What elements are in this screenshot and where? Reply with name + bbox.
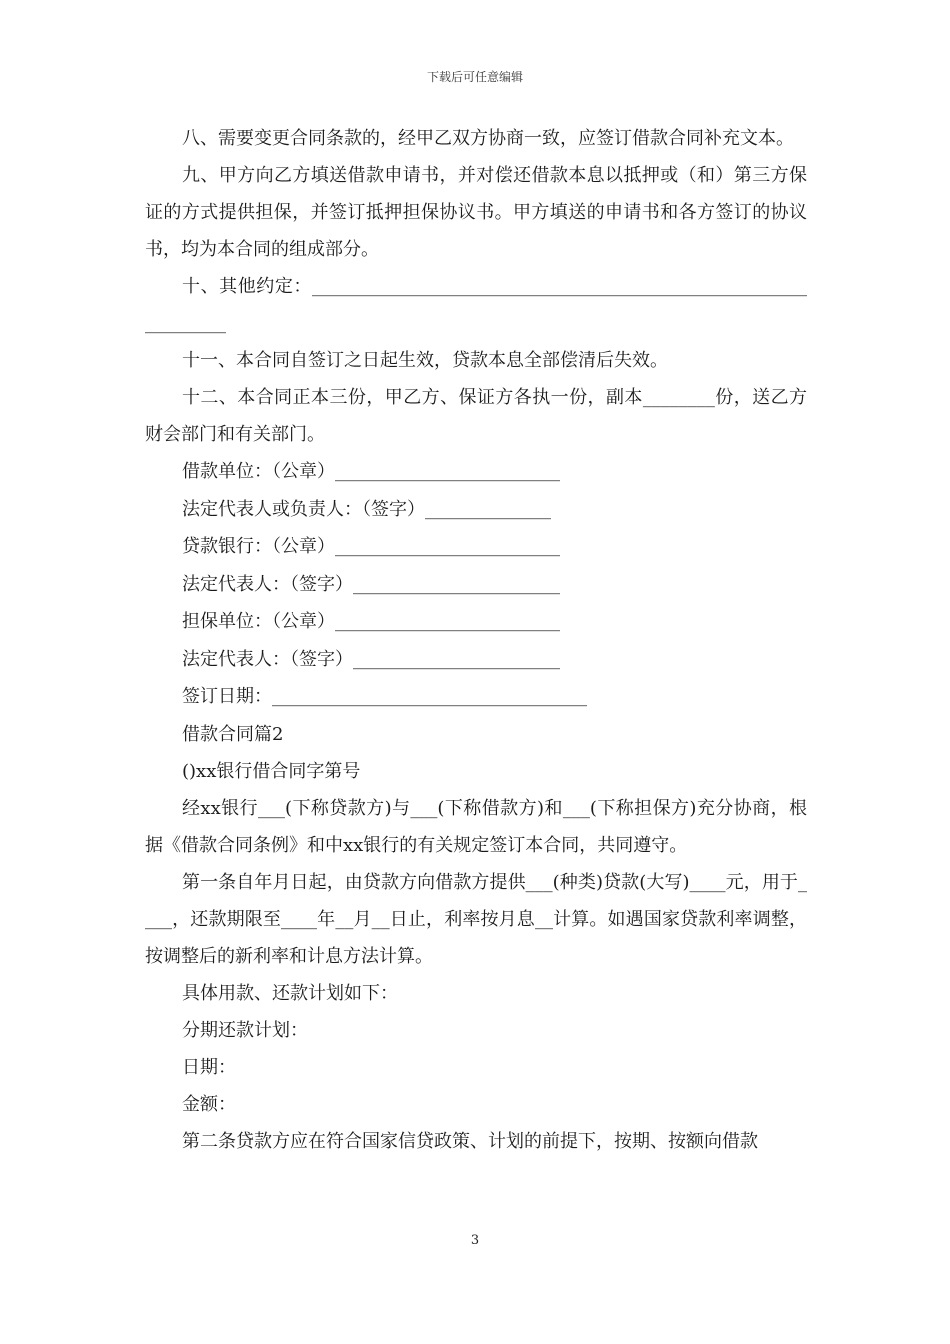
date-label: 日期： xyxy=(182,1056,236,1078)
document-body xyxy=(145,120,807,1160)
signature-line-guarantor-representative: 法定代表人：（签字）_______________________ xyxy=(182,648,560,670)
signature-line-borrower-representative: 法定代表人或负责人：（签字）______________ xyxy=(182,498,551,520)
clause-9: 九、甲方向乙方填送借款申请书，并对偿还借款本息以抵押或（和）第三方保证的方式提供担保，并签订抵押担保协议书。甲方填送的申请书和各方签订的协议书，均为本合同的组成部分。 xyxy=(145,165,807,260)
contract-number: ()xx银行借合同字第号 xyxy=(182,760,361,782)
installment-plan-label: 分期还款计划： xyxy=(182,1019,308,1041)
article-1: 第一条自年月日起，由贷款方向借款方提供___(种类)贷款(大写)____元，用于____，还款期限至____年__月__日止，利率按月息__计算。如遇国家贷款利率调整，按调整后的新利率和计息方法计算。 xyxy=(145,871,807,967)
page-number: 3 xyxy=(470,1233,480,1248)
contract-intro: 经xx银行___(下称贷款方)与___(下称借款方)和___(下称担保方)充分协商，根据《借款合同条例》和中xx银行的有关规定签订本合同，共同遵守。 xyxy=(145,797,807,856)
article-2: 第二条贷款方应在符合国家信贷政策、计划的前提下，按期、按额向借款 xyxy=(182,1130,758,1152)
signature-line-borrower: 借款单位：（公章）_________________________ xyxy=(182,461,560,482)
section-title: 借款合同篇2 xyxy=(182,723,284,745)
clause-11: 十一、本合同自签订之日起生效，贷款本息全部偿清后失效。 xyxy=(182,350,668,371)
signature-line-guarantor: 担保单位：（公章）_________________________ xyxy=(182,611,560,632)
clause-10-other-terms: 十、其他约定：________________________________________________________________ xyxy=(145,276,807,334)
plan-heading: 具体用款、还款计划如下： xyxy=(182,982,398,1004)
signature-line-lender-bank: 贷款银行：（公章）_________________________ xyxy=(182,536,560,557)
clause-8: 八、需要变更合同条款的，经甲乙双方协商一致，应签订借款合同补充文本。 xyxy=(182,128,794,149)
amount-label: 金额： xyxy=(182,1093,236,1115)
clause-12: 十二、本合同正本三份，甲乙方、保证方各执一份，副本________份，送乙方财会部门和有关部门。 xyxy=(145,387,807,445)
signature-line-bank-representative: 法定代表人：（签字）_______________________ xyxy=(182,573,560,595)
signature-block xyxy=(145,453,807,716)
page-header-note: 下载后可任意编辑 xyxy=(426,70,523,84)
signature-line-date: 签订日期：___________________________________ xyxy=(182,686,587,707)
